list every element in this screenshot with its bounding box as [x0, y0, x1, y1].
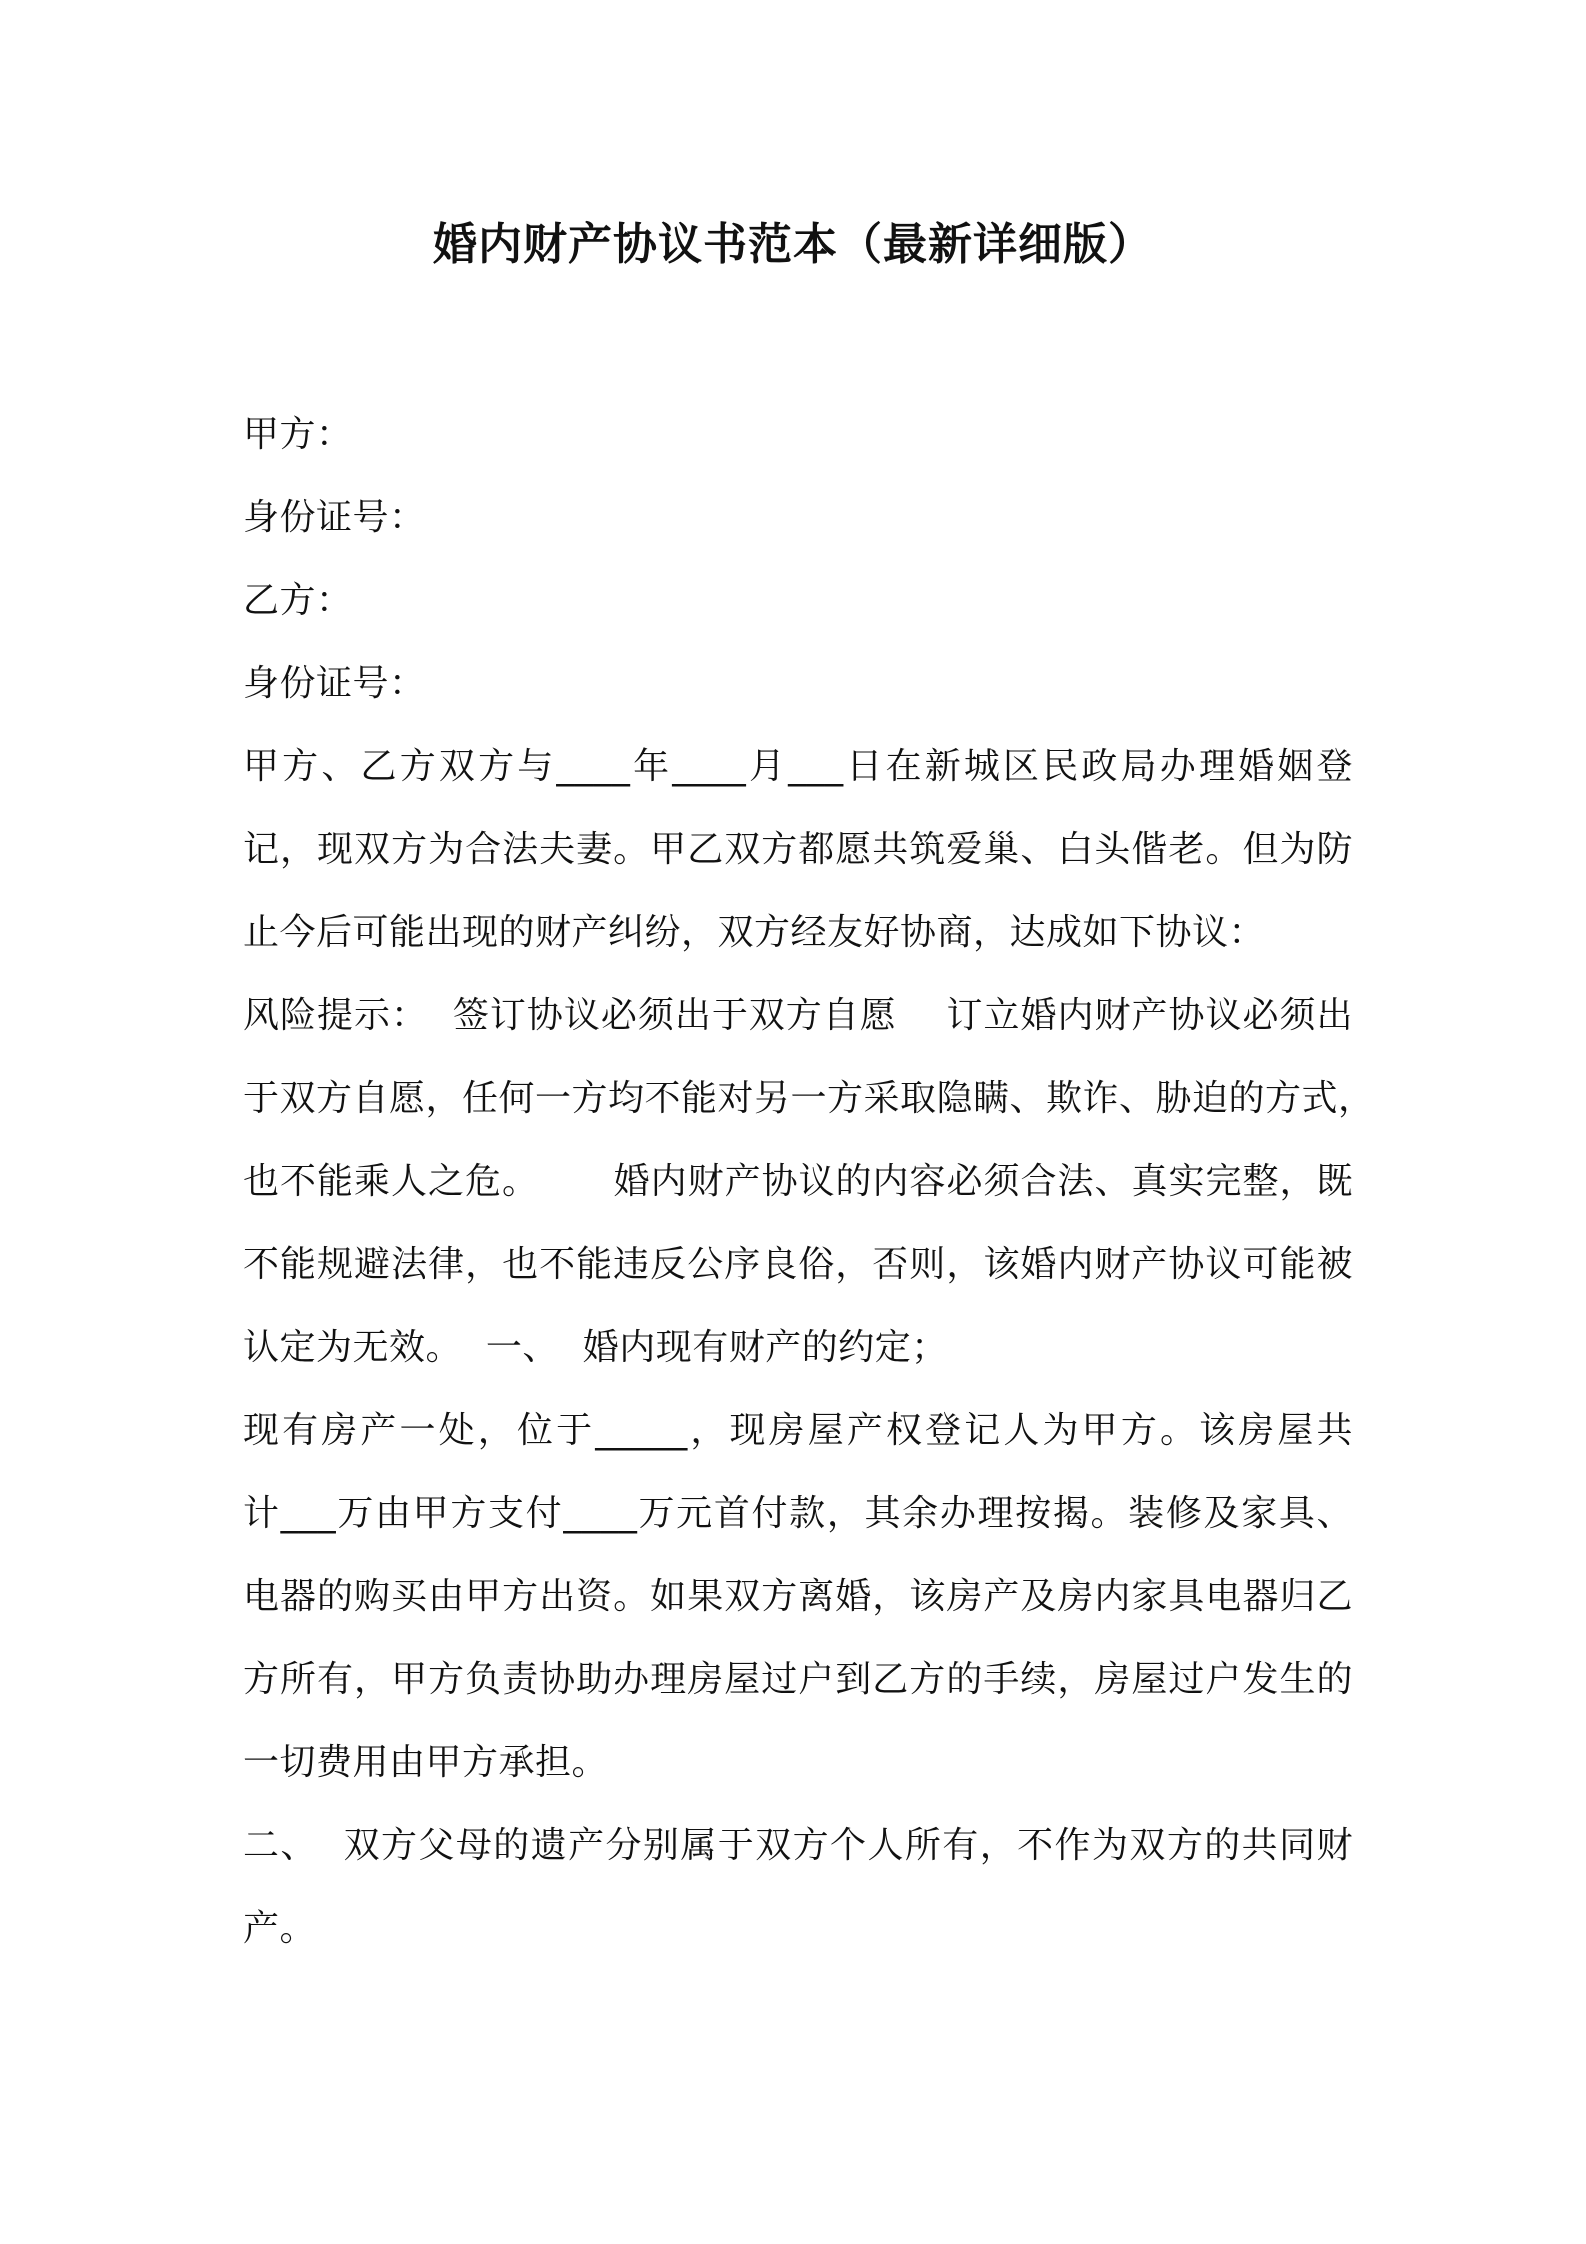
- risk-line: 也不能乘人之危。 婚内财产协议的内容必须合法、真实完整，既: [243, 1161, 1353, 1202]
- document-title: 婚内财产协议书范本（最新详细版）: [433, 219, 1153, 270]
- party-a-id-line: 身份证号：: [243, 497, 426, 538]
- risk-line: 于双方自愿，任何一方均不能对另一方采取隐瞒、欺诈、胁迫的方式，: [243, 1078, 1375, 1119]
- body-line: 记，现双方为合法夫妻。甲乙双方都愿共筑爱巢、白头偕老。但为防: [243, 829, 1353, 870]
- risk-line: 风险提示： 签订协议必须出于双方自愿 订立婚内财产协议必须出: [243, 995, 1353, 1036]
- property-line: 一切费用由甲方承担。: [243, 1742, 609, 1783]
- party-b-line: 乙方：: [243, 580, 353, 621]
- section-one-heading: 认定为无效。 一、 婚内现有财产的约定；: [243, 1327, 948, 1368]
- body-line: 甲方、乙方双方与____年____月___日在新城区民政局办理婚姻登: [243, 746, 1353, 787]
- property-line: 电器的购买由甲方出资。如果双方离婚，该房产及房内家具电器归乙: [243, 1576, 1353, 1617]
- section-two-line: 产。: [243, 1908, 317, 1949]
- body-line: 止今后可能出现的财产纠纷，双方经友好协商，达成如下协议：: [243, 912, 1266, 953]
- property-line: 计___万由甲方支付____万元首付款，其余办理按揭。装修及家具、: [243, 1493, 1353, 1534]
- party-b-id-line: 身份证号：: [243, 663, 426, 704]
- property-line: 现有房产一处，位于_____，现房屋产权登记人为甲方。该房屋共: [243, 1410, 1353, 1451]
- section-two-line: 二、 双方父母的遗产分别属于双方个人所有，不作为双方的共同财: [243, 1825, 1353, 1866]
- risk-line: 不能规避法律，也不能违反公序良俗，否则，该婚内财产协议可能被: [243, 1244, 1353, 1285]
- party-a-line: 甲方：: [243, 414, 353, 455]
- property-line: 方所有，甲方负责协助办理房屋过户到乙方的手续，房屋过户发生的: [243, 1659, 1353, 1700]
